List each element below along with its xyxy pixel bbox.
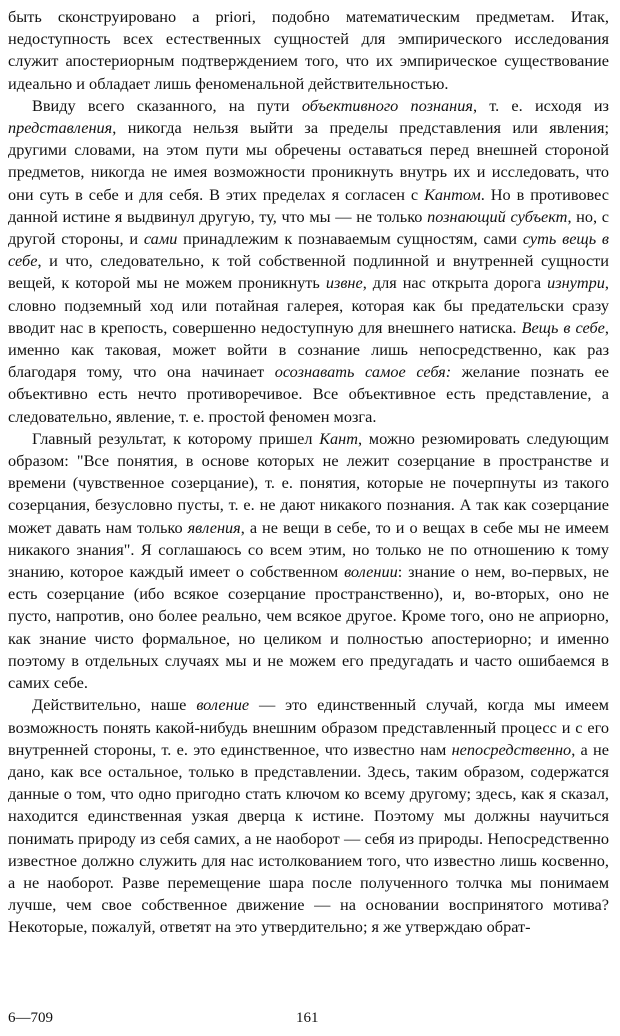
italic-text-run: сами <box>143 229 178 249</box>
text-run: , для нас открыта дорога <box>362 273 548 293</box>
text-run: желание познать ее объективно есть нечто противоречивое. Все объективное есть представление, а следовательно, явление, т. е. простой феномен мозга. <box>8 362 609 426</box>
printer-signature-mark: 6—709 <box>8 1010 53 1026</box>
text-run: , словно подземный ход или потайная галерея, которая как бы предательски сразу вводит нас в крепость, совершенно недоступную для внешнего натиска. <box>8 273 609 337</box>
italic-text-run: изнутри <box>547 273 605 293</box>
text-run: , а не дано, как все остальное, только в представлении. Здесь, таким образом, содержатся данные о том, что одно пригодно стать ключом ко всему другому; здесь, как я сказал, находится единственная узкая дверца к истине. Поэтому мы должны научиться понимать природу из себя самих, а не наоборот — себя из природы. Непосредственно известное должно служить для нас истолкованием того, что известно лишь косвенно, а не наоборот. Разве перемещение шара после полученного толчка мы понимаем лучше, чем свое собственное движение — на основании воспринятого мотива? Некоторые, пожалуй, ответят на это утвердительно; я же утверждаю обрат- <box>8 739 609 937</box>
page-number: 161 <box>296 1010 319 1026</box>
text-run: быть сконструировано a priori, подобно математическим предметам. Итак, недоступность всех естественных сущностей для эмпирического исследования служит апостериорным подтверждением того, что их эмпирическое существование идеально и обладает лишь феноменальной действительностью. <box>8 7 609 93</box>
italic-text-run: воление <box>196 695 250 715</box>
text-run: , но, с другой стороны, и <box>8 206 609 249</box>
italic-text-run: познающий субъект <box>427 206 568 226</box>
italic-text-run: осознавать самое себя: <box>274 362 452 382</box>
text-run: . Но в противовес данной истине я выдвинул другую, ту, что мы — не только <box>8 184 609 226</box>
text-run: Ввиду всего сказанного, на пути <box>32 95 302 115</box>
text-run: , т. е. исходя из <box>472 95 609 115</box>
italic-text-run: явления <box>187 517 241 537</box>
text-run: , можно резюмировать следующим образом: "Все понятия, в основе которых не лежит созерцание в пространстве и времени (чувственное созерцание), т. е. понятия, которые не почерпнуты из такого созерцания, безусловно пусты, т. е. не дают никакого познания. А так как созерцание может давать нам только <box>8 428 609 537</box>
italic-text-run: Кант <box>319 428 358 448</box>
text-run: , и что, следовательно, к той собственной подлинной и внутренней сущности вещей, к которой мы не можем проникнуть <box>8 251 609 293</box>
text-run: : знание о нем, во-первых, не есть созерцание (ибо всякое созерцание пространственно), и, во-вторых, оно не пусто, напротив, оно более реально, чем всякое другое. Кроме того, оно не априорно, как знание чисто формальное, но целиком и полностью апостериорно; и именно поэтому в отдельных случаях мы и не можем его предугадать и часто ошибаемся в самих себе. <box>8 562 609 693</box>
page-footer <box>0 1007 620 1031</box>
paragraph <box>8 694 609 938</box>
italic-text-run: Вещь в себе <box>521 317 605 337</box>
paragraph <box>8 95 609 428</box>
text-run: , именно как таковая, может войти в сознание лишь непосредственно, как раз благодаря тому, что она начинает <box>8 317 609 382</box>
text-run: — это единственный случай, когда мы имеем возможность понять какой-нибудь внешним образом представленный процесс и с его внутренней стороны, т. е. это единственное, что известно нам <box>8 695 609 759</box>
paragraph <box>8 6 609 95</box>
italic-text-run: волении <box>344 562 398 582</box>
text-run: принадлежим к познаваемым сущностям, сами <box>177 229 523 249</box>
paragraph <box>8 428 609 694</box>
italic-text-run: представления <box>8 118 113 138</box>
text-run: , а не вещи в себе, то и о вещах в себе мы не имеем никакого знания". Я соглашаюсь со всем этим, но только не по отношению к тому знанию, которое каждый имеет о собственном <box>8 517 609 582</box>
text-run: Главный результат, к которому пришел <box>32 428 320 448</box>
italic-text-run: извне <box>325 273 363 293</box>
italic-text-run: суть вещь в себе <box>8 229 609 271</box>
italic-text-run: Кантом <box>424 184 481 204</box>
italic-text-run: объективного познания <box>301 95 473 115</box>
text-run: Действительно, наше <box>32 695 197 715</box>
text-run: , никогда нельзя выйти за пределы представления или явления; другими словами, на этом пути мы обречены оставаться перед внешней стороной предметов, никогда не имея возможности проникнуть внутрь их и исследовать, что они суть в себе и для себя. В этих пределах я согласен с <box>8 118 609 204</box>
italic-text-run: непосредственно <box>451 739 572 759</box>
page-body-text <box>8 6 609 939</box>
